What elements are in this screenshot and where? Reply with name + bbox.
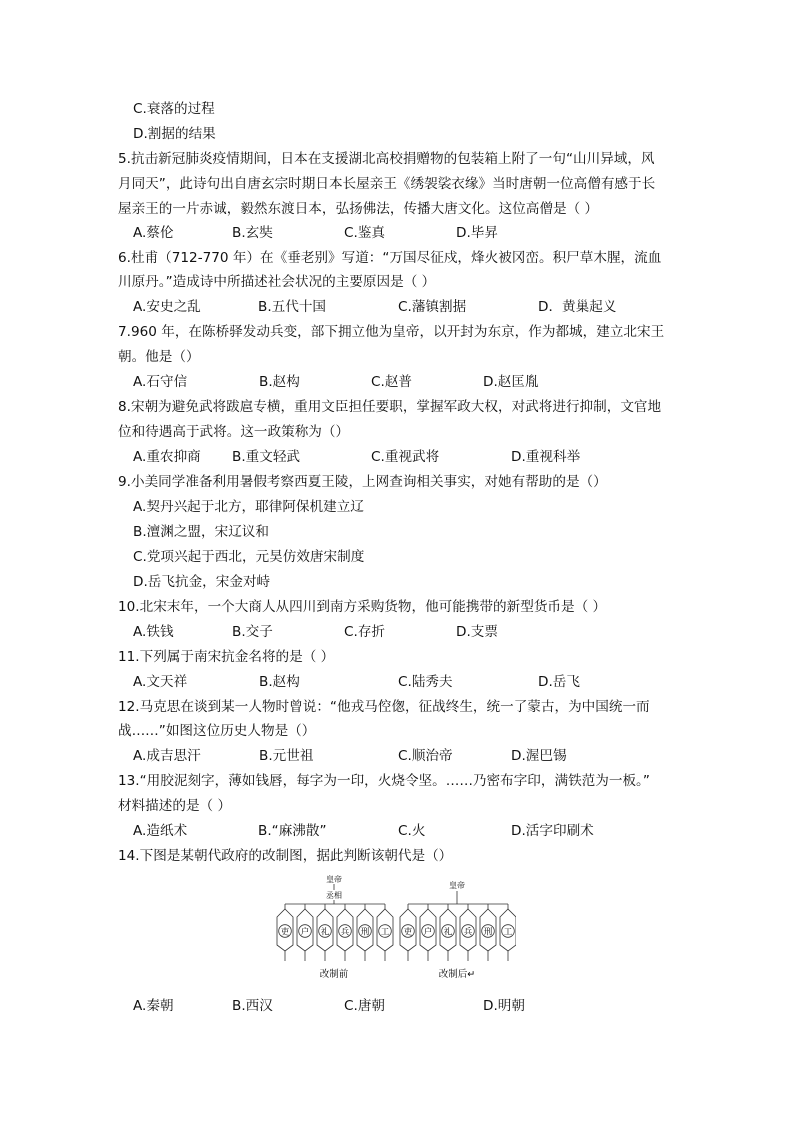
q8-option-b: B.重文轻武 xyxy=(232,449,301,465)
before-ministry-2 xyxy=(317,904,333,961)
q11-option-a: A.文天祥 xyxy=(133,674,188,690)
after-ministry-3 xyxy=(460,904,476,961)
q14-option-a: A.秦朝 xyxy=(133,998,174,1014)
before-ministry-label: 礼 xyxy=(320,927,330,938)
before-ministry-label: 吏 xyxy=(280,927,290,938)
q14-option-d: D.明朝 xyxy=(483,998,525,1014)
after-ministry-5 xyxy=(500,904,516,961)
before-emperor-label: 皇帝 xyxy=(326,875,342,884)
after-ministry-2 xyxy=(440,904,456,961)
q6-option-a: A.安史之乱 xyxy=(133,299,201,315)
q7-stem-line-2: 朝。他是（） xyxy=(118,349,200,365)
q7-option-d: D.赵匡胤 xyxy=(483,374,539,390)
q11-option-c: C.陆秀夫 xyxy=(398,674,453,690)
before-ministry-0 xyxy=(277,904,293,961)
q7-stem-line-1: 7.960 年，在陈桥驿发动兵变，部下拥立他为皇帝，以开封为东京，作为都城，建立北宋王 xyxy=(118,324,665,340)
q9-option-a: A.契丹兴起于北方，耶律阿保机建立辽 xyxy=(133,499,364,515)
q6-option-b: B.五代十国 xyxy=(258,299,327,315)
q9-option-d: D.岳飞抗金，宋金对峙 xyxy=(133,574,271,590)
q10-option-d: D.支票 xyxy=(456,624,498,640)
before-ministry-4 xyxy=(357,904,373,961)
q5-option-b: B.玄奘 xyxy=(232,225,273,241)
q12-stem-line-1: 12.马克思在谈到某一人物时曾说：“他戎马倥偬，征战终生，统一了蒙古，为中国统一而 xyxy=(118,699,650,715)
q7-option-a: A.石守信 xyxy=(133,374,188,390)
q13-option-b: B.“麻沸散” xyxy=(258,823,327,839)
q8-stem-line-2: 位和待遇高于武将。这一政策称为（） xyxy=(118,424,350,440)
before-ministry-3 xyxy=(337,904,353,961)
q10-option-a: A.铁钱 xyxy=(133,624,174,640)
diagram-before xyxy=(277,874,393,980)
after-ministry-label: 吏 xyxy=(403,927,413,938)
q9-option-b: B.澶渊之盟，宋辽议和 xyxy=(133,524,269,540)
q13-stem-line-2: 材料描述的是（ ） xyxy=(118,798,232,814)
q4-option-d: D.割据的结果 xyxy=(133,126,216,142)
q6-option-c: C.藩镇割据 xyxy=(398,299,467,315)
q5-option-c: C.鉴真 xyxy=(344,225,386,241)
after-ministry-4 xyxy=(480,904,496,961)
before-ministry-label: 刑 xyxy=(360,927,370,938)
q9-option-c: C.党项兴起于西北，元昊仿效唐宋制度 xyxy=(133,549,365,565)
q12-stem-line-2: 战……”如图这位历史人物是（） xyxy=(118,723,316,739)
before-chancellor-label: 丞相 xyxy=(326,891,342,900)
q10-option-c: C.存折 xyxy=(344,624,386,640)
q11-option-d: D.岳飞 xyxy=(538,674,580,690)
after-emperor-label: 皇帝 xyxy=(449,881,465,890)
q5-stem-line-1: 5.抗击新冠肺炎疫情期间，日本在支援湖北高校捐赠物的包装箱上附了一句“山川异域，风 xyxy=(118,151,655,167)
q5-option-a: A.蔡伦 xyxy=(133,225,174,241)
q11-option-b: B.赵构 xyxy=(259,674,300,690)
q14-option-b: B.西汉 xyxy=(232,998,273,1014)
q13-option-d: D.活字印刷术 xyxy=(511,823,594,839)
q12-option-a: A.成吉思汗 xyxy=(133,748,201,764)
after-ministry-1 xyxy=(420,904,436,961)
q13-option-a: A.造纸术 xyxy=(133,823,188,839)
q13-option-c: C.火 xyxy=(398,823,426,839)
after-ministry-label: 户 xyxy=(423,927,433,938)
government-reform-diagram xyxy=(268,873,516,985)
q6-option-d: D．黄巢起义 xyxy=(538,299,617,315)
q5-stem-line-3: 屋亲王的一片赤诚，毅然东渡日本，弘扬佛法，传播大唐文化。这位高僧是（ ） xyxy=(118,201,599,217)
diagram-after xyxy=(400,880,516,980)
q5-option-d: D.毕昇 xyxy=(456,225,498,241)
after-ministry-label: 刑 xyxy=(483,927,493,938)
q8-option-d: D.重视科举 xyxy=(511,449,581,465)
before-ministry-1 xyxy=(297,904,313,961)
after-ministry-label: 工 xyxy=(503,927,513,938)
q4-option-c: C.衰落的过程 xyxy=(133,101,215,117)
q12-option-b: B.元世祖 xyxy=(259,748,314,764)
q14-stem-line-1: 14.下图是某朝代政府的改制图，据此判断该朝代是（） xyxy=(118,848,453,864)
q6-stem-line-2: 川原丹。”造成诗中所描述社会状况的主要原因是（ ） xyxy=(118,274,436,290)
before-ministry-label: 兵 xyxy=(340,927,350,938)
q13-stem-line-1: 13.“用胶泥刻字，薄如钱唇，每字为一印，火烧令坚。……乃密布字印，满铁范为一板。” xyxy=(118,773,650,789)
after-ministry-0 xyxy=(400,904,416,961)
after-ministry-label: 兵 xyxy=(463,927,473,938)
q8-option-a: A.重农抑商 xyxy=(133,449,201,465)
before-ministry-label: 户 xyxy=(300,927,310,938)
q6-stem-line-1: 6.杜甫（712-770 年）在《垂老别》写道：“万国尽征戍，烽火被冈峦。积尸草木腥，流血 xyxy=(118,250,662,266)
before-ministry-5 xyxy=(377,904,393,961)
q7-option-b: B.赵构 xyxy=(259,374,300,390)
q12-option-d: D.渥巴锡 xyxy=(511,748,567,764)
q9-stem-line-1: 9.小美同学准备利用暑假考察西夏王陵，上网查询相关事实，对她有帮助的是（） xyxy=(118,474,607,490)
before-ministry-label: 工 xyxy=(380,927,390,938)
q10-stem-line-1: 10.北宋末年，一个大商人从四川到南方采购货物，他可能携带的新型货币是（ ） xyxy=(118,599,607,615)
q11-stem-line-1: 11.下列属于南宋抗金名将的是（ ） xyxy=(118,649,335,665)
q5-stem-line-2: 月同天”，此诗句出自唐玄宗时期日本长屋亲王《绣袈裟衣缘》当时唐朝一位高僧有感于长 xyxy=(118,176,656,192)
after-ministry-label: 礼 xyxy=(443,927,453,938)
q7-option-c: C.赵普 xyxy=(371,374,413,390)
q10-option-b: B.交子 xyxy=(232,624,273,640)
after-caption: 改制后↵ xyxy=(438,969,476,980)
q14-option-c: C.唐朝 xyxy=(344,998,386,1014)
q8-option-c: C.重视武将 xyxy=(371,449,440,465)
q12-option-c: C.顺治帝 xyxy=(398,748,453,764)
q8-stem-line-1: 8.宋朝为避免武将跋扈专横，重用文臣担任要职，掌握军政大权，对武将进行抑制，文官地 xyxy=(118,399,662,415)
before-caption: 改制前 xyxy=(319,969,349,980)
